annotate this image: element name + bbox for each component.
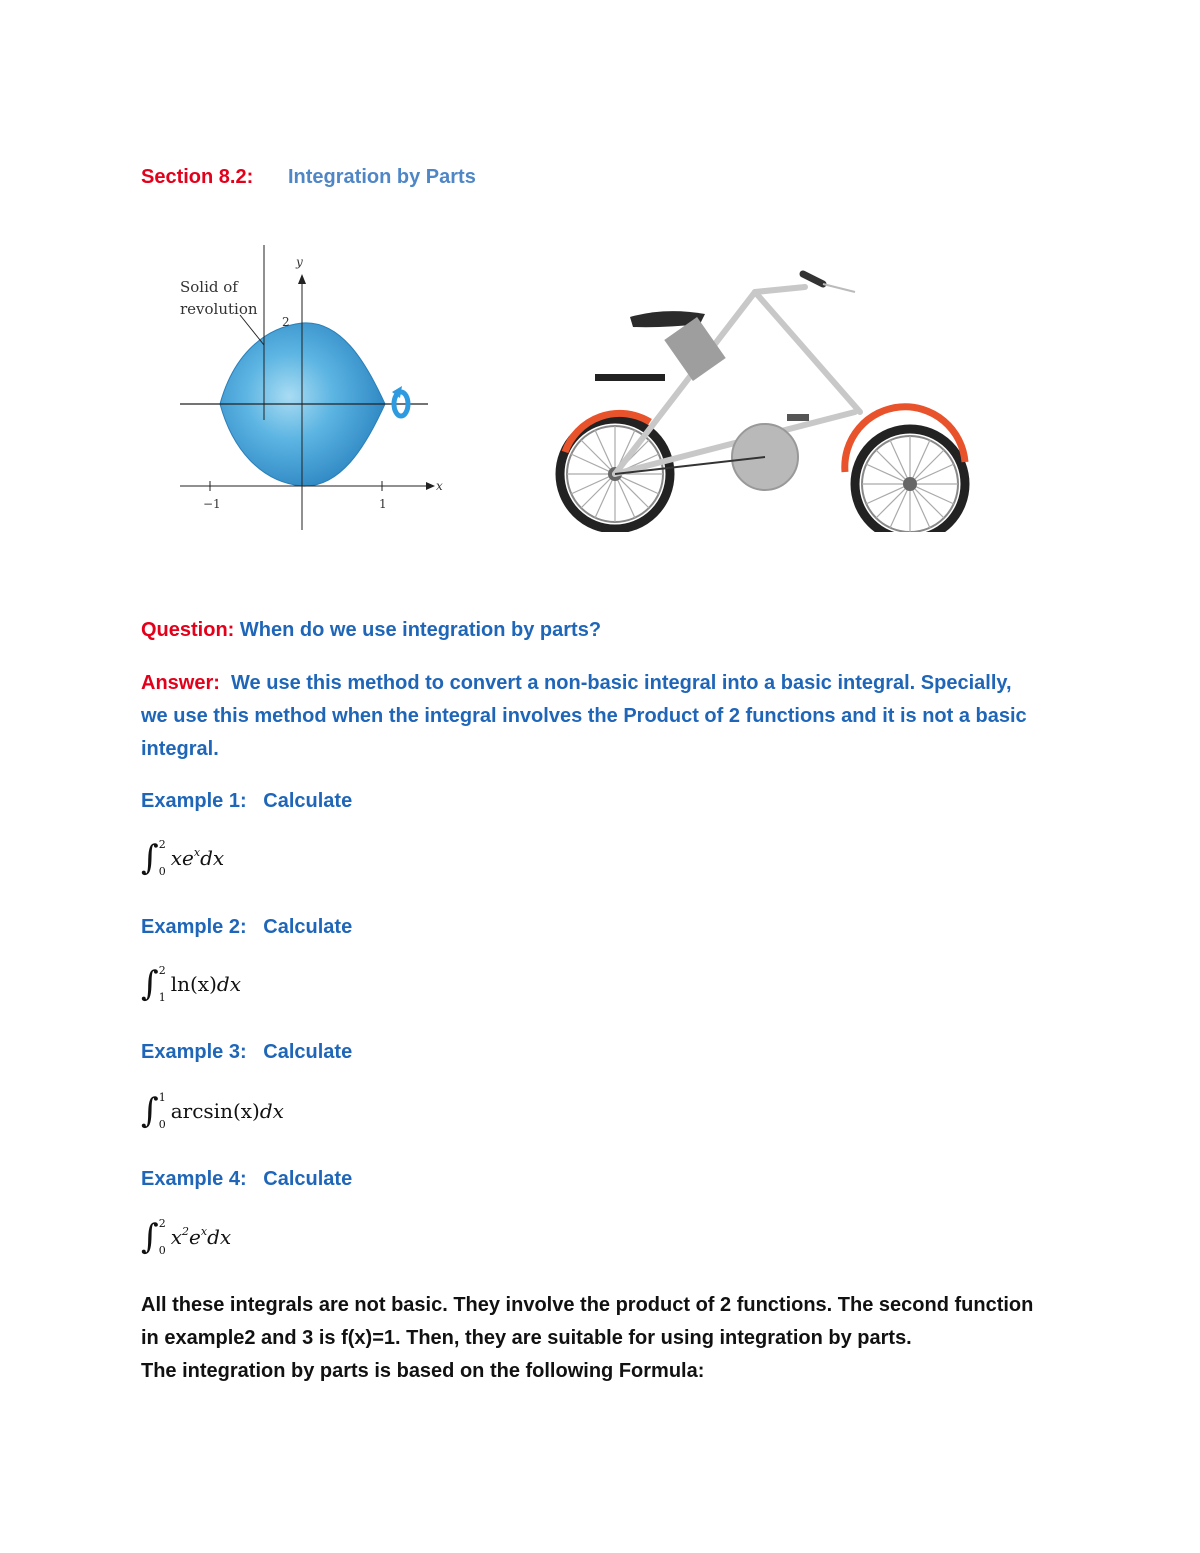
solid-label-line1: Solid of [180,278,238,296]
integral-sign: ∫ [141,1091,159,1131]
solid-label-line2: revolution [180,300,258,318]
example-4-label: Example 4: [141,1168,247,1190]
seat-post [664,317,725,381]
upper-limit: 2 [158,838,166,851]
integrand-function: ln(x) [170,972,217,996]
example-1-heading [141,789,352,813]
question-label: Question: [141,619,235,641]
answer-line1: We use this method to convert a non-basic integral into a basic integral. Specially, [231,672,1012,694]
rear-rack [595,374,665,381]
example-4-action: Calculate [263,1168,353,1190]
example-1-label: Example 1: [141,790,247,812]
lower-limit: 0 [158,1118,166,1131]
y-tick-2: 2 [282,315,290,329]
integral-sign: ∫ [141,838,159,878]
pedal [787,414,809,421]
conclusion-line1: All these integrals are not basic. They involve the product of 2 functions. The second function [141,1294,1034,1316]
example-1-integral [141,838,224,878]
conclusion-line2: in example2 and 3 is f(x)=1. Then, they are suitable for using integration by parts. [141,1327,912,1349]
conclusion-line3: The integration by parts is based on the following Formula: [141,1360,705,1382]
integrand-exponent: x [193,846,201,859]
solid-of-revolution-figure [170,240,460,530]
solid-of-revolution-graph [170,240,460,530]
example-4-integral [141,1217,231,1257]
y-axis-label: y [296,255,303,269]
integrand-function: arcsin(x) [170,1099,260,1123]
example-2-label: Example 2: [141,916,247,938]
answer-block [141,667,1081,766]
x-axis-label: x [436,479,443,493]
bicycle-illustration [555,262,985,532]
integral-sign: ∫ [141,1217,159,1257]
example-2-action: Calculate [263,916,353,938]
example-2-integral [141,964,241,1004]
conclusion-block [141,1289,1081,1388]
example-1-action: Calculate [263,790,353,812]
handlebar-grip [803,274,823,284]
upper-limit: 2 [158,1217,166,1230]
example-3-integral [141,1091,284,1131]
section-label: Section 8.2: [141,166,254,188]
lower-limit: 0 [158,1244,166,1257]
integrand-exp-exponent: x [200,1225,208,1238]
lower-limit: 1 [158,991,166,1004]
integrand-exp-base: e [189,1225,201,1249]
integrand-base: x [170,1225,182,1249]
x-tick-1: 1 [379,497,387,511]
example-3-heading [141,1040,352,1064]
section-title: Integration by Parts [288,166,476,188]
example-4-heading [141,1167,352,1191]
upper-limit: 2 [158,964,166,977]
answer-label: Answer: [141,672,220,694]
example-3-action: Calculate [263,1041,353,1063]
integrand-differential: dx [207,1225,232,1249]
upper-limit: 1 [158,1091,166,1104]
answer-line3: integral. [141,738,219,760]
lower-limit: 0 [158,865,166,878]
x-tick-neg1: −1 [203,497,221,511]
folding-bicycle-image [555,262,985,532]
integrand-differential: dx [259,1099,284,1123]
answer-line2: we use this method when the integral involves the Product of 2 functions and it is not a basic [141,705,1027,727]
example-3-label: Example 3: [141,1041,247,1063]
integrand-differential: dx [200,846,225,870]
integrand-differential: dx [216,972,241,996]
question-text: When do we use integration by parts? [239,619,602,641]
integrand-exponent: 2 [182,1225,189,1238]
integrand-base: xe [170,846,194,870]
brake-lever [823,284,855,292]
front-wheel [855,429,965,532]
rotation-arrow-icon [392,386,408,416]
example-2-heading [141,915,352,939]
question-line [141,618,601,642]
integral-sign: ∫ [141,964,159,1004]
